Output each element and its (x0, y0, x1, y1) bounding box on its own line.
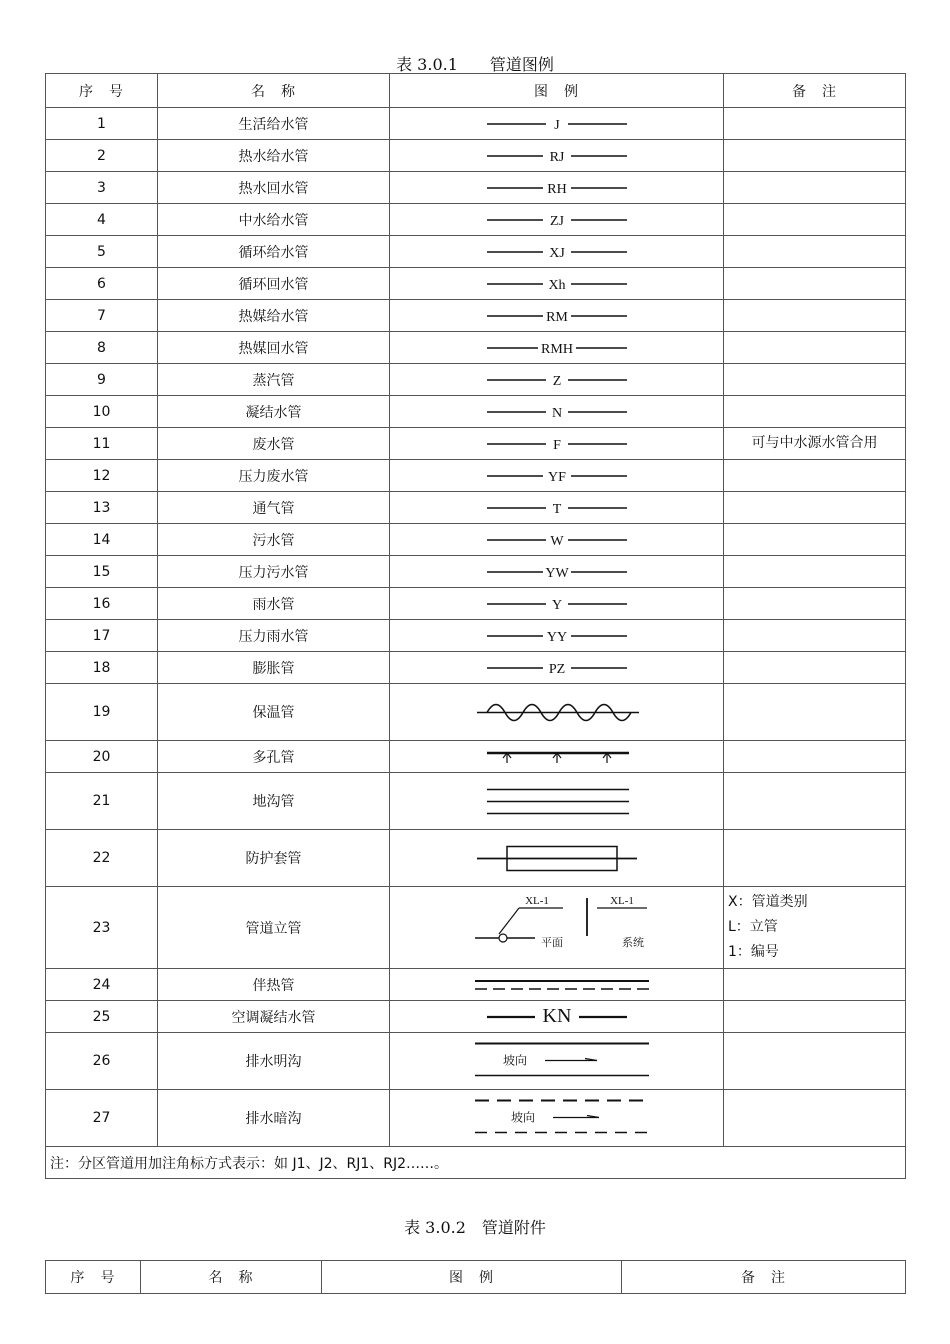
pipe-name: 压力废水管 (158, 460, 390, 492)
remark-line: L：立管 (728, 919, 778, 935)
pipe-symbol (390, 588, 724, 620)
pipe-name: 管道立管 (158, 887, 390, 969)
table-row (46, 108, 906, 140)
pipe-symbol-graphic (457, 175, 657, 201)
table-row (46, 140, 906, 172)
symbol-label: ZJ (549, 213, 564, 229)
row-number: 5 (46, 236, 158, 268)
symbol-label: Xh (547, 277, 566, 293)
pipe-remark (724, 460, 906, 492)
t2-header-symbol: 图 例 (322, 1261, 622, 1294)
pipe-remark (724, 1090, 906, 1147)
pipe-remark (724, 492, 906, 524)
pipe-remark (724, 364, 906, 396)
pipe-symbol-graphic (457, 776, 657, 827)
pipe-remark (724, 524, 906, 556)
table-row (46, 396, 906, 428)
symbol-label: 坡向 (510, 1110, 535, 1124)
pipe-name: 生活给水管 (158, 108, 390, 140)
pipe-symbol-graphic (457, 744, 657, 770)
remark-line: 可与中水源水管合用 (751, 435, 878, 451)
pipe-symbol-graphic (457, 833, 657, 884)
row-number: 24 (46, 969, 158, 1001)
pipe-symbol (390, 969, 724, 1001)
pipe-remark (724, 396, 906, 428)
row-number: 4 (46, 204, 158, 236)
symbol-label: PZ (548, 661, 565, 677)
pipe-name: 废水管 (158, 428, 390, 460)
pipe-symbol (390, 332, 724, 364)
symbol-label: Z (552, 373, 561, 389)
pipe-symbol (390, 684, 724, 741)
pipe-symbol-graphic (457, 207, 657, 233)
pipe-remark (724, 773, 906, 830)
pipe-symbol (390, 172, 724, 204)
row-number: 22 (46, 830, 158, 887)
pipe-symbol-graphic (457, 1093, 657, 1144)
table-row (46, 588, 906, 620)
pipe-name: 热媒给水管 (158, 300, 390, 332)
symbol-label: RH (546, 181, 567, 197)
table-row (46, 524, 906, 556)
table-row (46, 1033, 906, 1090)
pipe-symbol-graphic (457, 1004, 657, 1030)
pipe-name: 防护套管 (158, 830, 390, 887)
pipe-symbol-graphic (457, 271, 657, 297)
symbol-label: 系统 (621, 936, 644, 949)
pipe-symbol (390, 830, 724, 887)
pipe-symbol (390, 204, 724, 236)
pipe-name: 压力雨水管 (158, 620, 390, 652)
pipe-symbol (390, 773, 724, 830)
pipe-symbol (390, 492, 724, 524)
row-number: 27 (46, 1090, 158, 1147)
table-row (46, 684, 906, 741)
pipe-symbol-graphic (457, 687, 657, 738)
pipe-symbol (390, 556, 724, 588)
pipe-symbol (390, 620, 724, 652)
pipe-symbol (390, 364, 724, 396)
table-row (46, 741, 906, 773)
pipe-symbol-graphic (457, 463, 657, 489)
table-row (46, 332, 906, 364)
pipe-name: 热水给水管 (158, 140, 390, 172)
row-number: 26 (46, 1033, 158, 1090)
table-row (46, 1090, 906, 1147)
pipe-remark (724, 300, 906, 332)
pipe-remark (724, 684, 906, 741)
pipe-symbol-graphic (457, 399, 657, 425)
pipe-remark (724, 428, 906, 460)
pipe-remark (724, 887, 906, 969)
pipe-remark (724, 108, 906, 140)
row-number: 18 (46, 652, 158, 684)
row-number: 1 (46, 108, 158, 140)
pipe-symbol-graphic (457, 559, 657, 585)
pipe-remark (724, 172, 906, 204)
pipe-remark (724, 268, 906, 300)
symbol-label: RM (545, 309, 568, 325)
pipe-name: 循环给水管 (158, 236, 390, 268)
table-row (46, 428, 906, 460)
pipe-symbol-graphic (457, 367, 657, 393)
row-number: 21 (46, 773, 158, 830)
pipe-name: 压力污水管 (158, 556, 390, 588)
pipe-name: 循环回水管 (158, 268, 390, 300)
pipe-symbol-graphic (457, 335, 657, 361)
table-row (46, 830, 906, 887)
pipe-symbol (390, 887, 724, 969)
pipe-symbol (390, 428, 724, 460)
row-number: 14 (46, 524, 158, 556)
pipe-remark (724, 1001, 906, 1033)
pipe-name: 多孔管 (158, 741, 390, 773)
pipe-remark (724, 830, 906, 887)
header-remark: 备 注 (724, 74, 906, 108)
row-number: 10 (46, 396, 158, 428)
pipe-symbol (390, 140, 724, 172)
row-number: 2 (46, 140, 158, 172)
symbol-label: RMH (540, 341, 573, 357)
row-number: 12 (46, 460, 158, 492)
t2-header-name: 名 称 (141, 1261, 322, 1294)
symbol-label: YW (544, 565, 569, 581)
pipe-name: 污水管 (158, 524, 390, 556)
table1-footnote: 注：分区管道用加注角标方式表示：如 J1、J2、RJ1、RJ2……。 (46, 1147, 906, 1179)
symbol-label: XL-1 (609, 894, 634, 907)
pipe-name: 保温管 (158, 684, 390, 741)
pipe-name: 排水明沟 (158, 1033, 390, 1090)
row-number: 8 (46, 332, 158, 364)
pipe-name: 地沟管 (158, 773, 390, 830)
symbol-label: YF (547, 469, 566, 485)
remark-line: X：管道类别 (728, 894, 808, 910)
row-number: 13 (46, 492, 158, 524)
table-row (46, 268, 906, 300)
table-row (46, 620, 906, 652)
symbol-label: YY (546, 629, 567, 645)
pipe-name: 通气管 (158, 492, 390, 524)
table2-caption: 表 3.0.2 管道附件 (404, 1218, 546, 1237)
pipe-name: 蒸汽管 (158, 364, 390, 396)
pipe-symbol (390, 741, 724, 773)
pipe-symbol (390, 1033, 724, 1090)
pipe-symbol-graphic (457, 303, 657, 329)
pipe-remark (724, 620, 906, 652)
symbol-label: Y (551, 597, 562, 613)
header-no: 序 号 (46, 74, 158, 108)
pipe-symbol (390, 236, 724, 268)
pipe-name: 空调凝结水管 (158, 1001, 390, 1033)
pipe-symbol-graphic (457, 623, 657, 649)
pipe-symbol-graphic (457, 143, 657, 169)
symbol-label: 平面 (540, 936, 563, 949)
row-number: 7 (46, 300, 158, 332)
t2-header-no: 序 号 (46, 1261, 141, 1294)
pipe-symbol (390, 460, 724, 492)
row-number: 11 (46, 428, 158, 460)
pipe-symbol (390, 1090, 724, 1147)
table-row (46, 492, 906, 524)
pipe-fittings-table (45, 1260, 906, 1294)
row-number: 20 (46, 741, 158, 773)
table-row (46, 364, 906, 396)
symbol-label: J (553, 117, 560, 133)
symbol-label: T (552, 501, 561, 517)
table-row (46, 204, 906, 236)
t2-header-remark: 备 注 (622, 1261, 906, 1294)
table-row (46, 773, 906, 830)
table-row (46, 236, 906, 268)
pipe-symbol-graphic (457, 111, 657, 137)
pipe-name: 膨胀管 (158, 652, 390, 684)
table1-caption: 表 3.0.1 管道图例 (396, 55, 554, 74)
table-row (46, 887, 906, 969)
table-row (46, 652, 906, 684)
pipe-name: 热水回水管 (158, 172, 390, 204)
pipe-symbol (390, 652, 724, 684)
row-number: 16 (46, 588, 158, 620)
pipe-symbol-graphic (457, 972, 657, 998)
pipe-remark (724, 1033, 906, 1090)
pipe-name: 排水暗沟 (158, 1090, 390, 1147)
pipe-symbol (390, 524, 724, 556)
pipe-symbol (390, 268, 724, 300)
pipe-symbol-graphic (457, 1036, 657, 1087)
row-number: 23 (46, 887, 158, 969)
pipe-symbol (390, 300, 724, 332)
pipe-symbol (390, 396, 724, 428)
header-name: 名 称 (158, 74, 390, 108)
table-row (46, 1001, 906, 1033)
pipe-symbol-graphic (457, 239, 657, 265)
table-row (46, 556, 906, 588)
pipe-remark (724, 332, 906, 364)
pipe-remark (724, 204, 906, 236)
pipe-legend-body (46, 108, 906, 1147)
symbol-label: XL-1 (524, 894, 549, 907)
pipe-legend-table (45, 73, 906, 1179)
pipe-symbol-graphic (457, 655, 657, 681)
pipe-symbol-graphic (457, 591, 657, 617)
symbol-label: F (552, 437, 561, 453)
pipe-name: 凝结水管 (158, 396, 390, 428)
table-row (46, 969, 906, 1001)
pipe-symbol-graphic (457, 431, 657, 457)
pipe-symbol (390, 108, 724, 140)
symbol-label: XJ (548, 245, 565, 261)
table-row (46, 300, 906, 332)
row-number: 9 (46, 364, 158, 396)
pipe-name: 热媒回水管 (158, 332, 390, 364)
symbol-label: RJ (549, 149, 564, 165)
pipe-symbol-graphic (457, 527, 657, 553)
symbol-label: N (551, 405, 562, 421)
pipe-remark (724, 556, 906, 588)
row-number: 17 (46, 620, 158, 652)
pipe-remark (724, 140, 906, 172)
pipe-remark (724, 236, 906, 268)
pipe-symbol-graphic (457, 495, 657, 521)
pipe-symbol (390, 1001, 724, 1033)
row-number: 6 (46, 268, 158, 300)
pipe-name: 中水给水管 (158, 204, 390, 236)
pipe-remark (724, 741, 906, 773)
table-row (46, 460, 906, 492)
remark-line: 1：编号 (728, 944, 779, 960)
pipe-symbol-graphic (457, 890, 657, 966)
row-number: 25 (46, 1001, 158, 1033)
row-number: 19 (46, 684, 158, 741)
row-number: 3 (46, 172, 158, 204)
table-row (46, 172, 906, 204)
pipe-name: 伴热管 (158, 969, 390, 1001)
pipe-remark (724, 969, 906, 1001)
pipe-remark (724, 588, 906, 620)
pipe-remark (724, 652, 906, 684)
symbol-label: W (549, 533, 564, 549)
symbol-label: 坡向 (502, 1053, 527, 1067)
pipe-name: 雨水管 (158, 588, 390, 620)
header-symbol: 图 例 (390, 74, 724, 108)
symbol-label: KN (542, 1004, 571, 1027)
row-number: 15 (46, 556, 158, 588)
